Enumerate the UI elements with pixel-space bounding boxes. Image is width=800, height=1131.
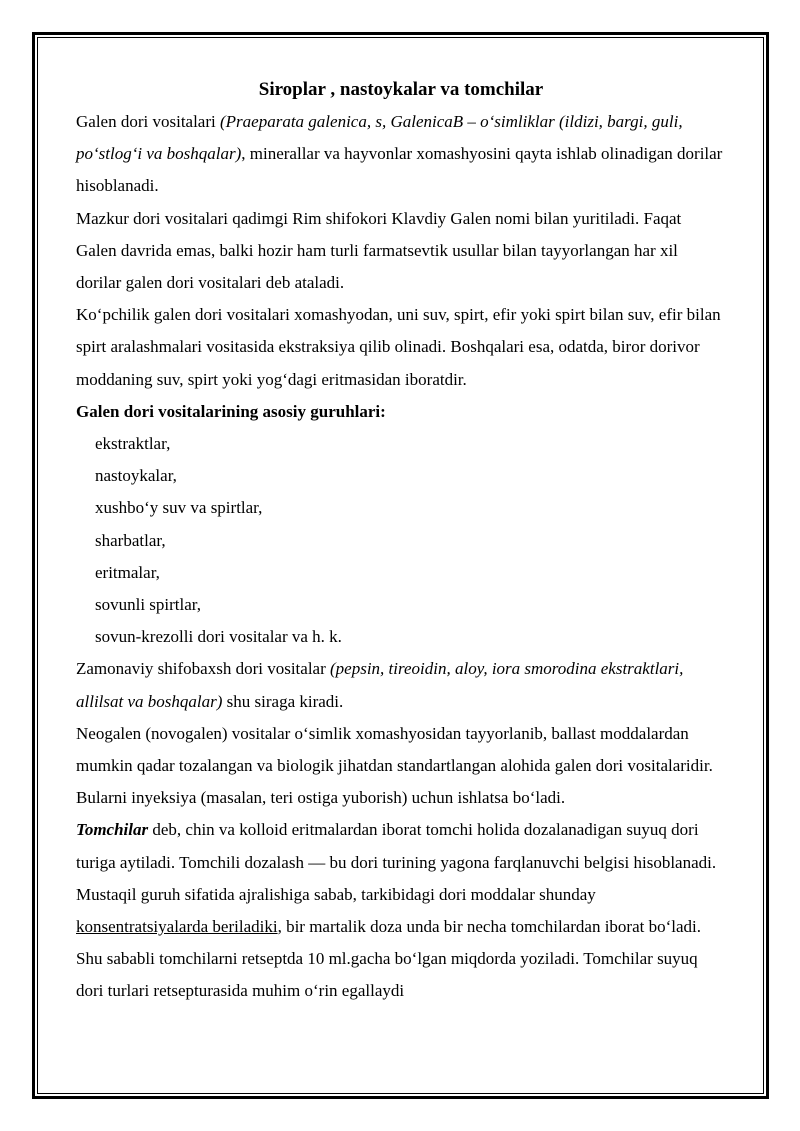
tomchilar-term: Tomchilar [76,820,149,840]
groups-heading-text: Galen dori vositalarining asosiy guruhlari: [76,401,386,421]
paragraph-neogalen: Neogalen (novogalen) vositalar o‘simlik xomashyosidan tayyorlanib, ballast moddalardan mumkin qadar tozalangan va biologik jihatdan standartlangan alohida galen dori vositalaridir. Bularni inyeksiya (masalan, teri ostiga yuborish) uchun ishlatsa bo‘ladi. [76,723,713,808]
list-item: ekstraktlar, [95,434,171,454]
p1-text-c: , minerallar va hayvonlar xomashyosini qayta ishlab olinadigan dorilar hisoblanadi. [76,144,723,196]
paragraph-galen-name: Mazkur dori vositalari qadimgi Rim shifokori Klavdiy Galen nomi bilan yuritiladi. Faqat Galen davrida emas, balki hozir ham turli farmatsevtik usullar bilan tayyorlangan har xil dorilar galen dori vositalari deb ataladi. [76,208,682,293]
document-body [76,74,726,1008]
paragraph-modern-remedies [76,653,726,717]
paragraph-extraction: Ko‘pchilik galen dori vositalari xomashyodan, uni suv, spirt, efir yoki spirt bilan suv, efir bilan spirt aralashmalari vositasida ekstraksiya qilib olinadi. Boshqalari esa, odatda, biror dorivor moddaning suv, spirt yoki yog‘dagi eritmasidan iboratdir. [76,305,721,389]
p1-text-a: Galen dori vositalari [76,112,220,131]
list-item: xushbo‘y suv va spirtlar, [95,498,263,518]
list-item: sovunli spirtlar, [95,595,202,615]
list-item: nastoykalar, [95,466,177,486]
p6-text-b: , bir martalik doza unda bir necha tomchilardan iborat bo‘ladi. Shu sababli tomchilarni retseptda 10 ml.gacha bo‘lgan miqdorda yoziladi. Tomchilar suyuq dori turlari retsepturasida muhim o‘rin egallaydi [76,917,702,1001]
paragraph-tomchilar [76,814,726,1007]
document-title: Siroplar , nastoykalar va tomchilar [258,79,544,100]
groups-list [76,428,726,653]
p6-text-a: deb, chin va kolloid eritmalardan iborat tomchi holida dozalanadigan suyuq dori turiga aytiladi. Tomchili dozalash — bu dori turining yagona farqlanuvchi belgisi hisoblanadi. Mustaqil guruh sifatida ajralishiga sabab, tarkibidagi dori moddalar shunday [76,820,717,904]
p4-text-c: shu siraga kiradi. [222,691,344,711]
paragraph-galen-definition [76,106,726,203]
list-item: sharbatlar, [95,530,166,550]
list-item: eritmalar, [95,562,160,582]
underlined-phrase: konsentratsiyalarda beriladiki [76,917,278,937]
p1-latin-italic: (Praeparata galenica, s, GalenicaB – o‘simliklar (ildizi, bargi, guli, po‘stlog‘i va boshqalar) [76,112,683,164]
p4-text-a: Zamonaviy shifobaxsh dori vositalar [76,659,331,679]
list-item: sovun-krezolli dori vositalar va h. k. [95,627,342,647]
groups-heading [76,396,726,428]
p4-examples-italic: (pepsin, tireoidin, aloy, iora smorodina ekstraktlari, allilsat va boshqalar) [76,659,684,711]
